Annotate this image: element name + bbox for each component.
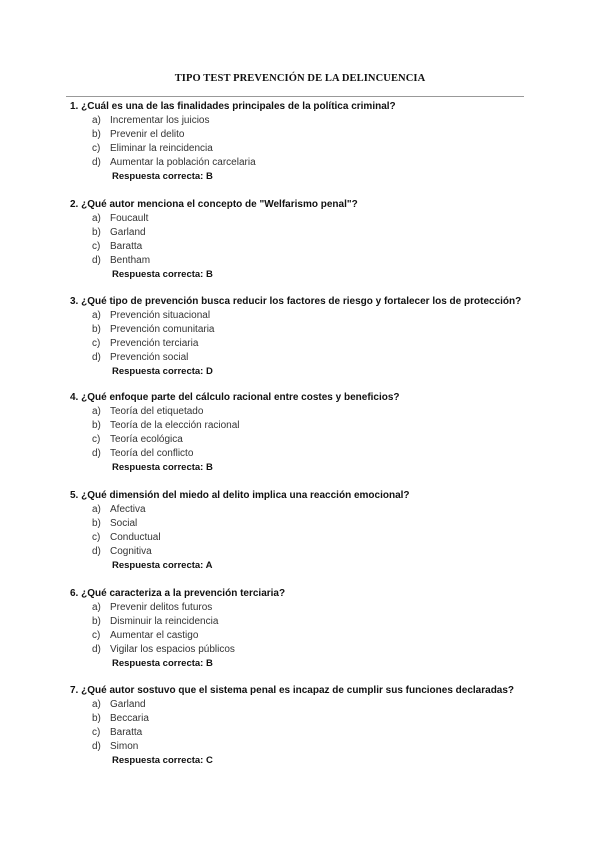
answer-option (70, 545, 540, 559)
question-6 (70, 587, 540, 671)
answer-option (70, 712, 540, 726)
option-letter: d) (92, 644, 101, 655)
option-letter: b) (92, 324, 101, 335)
question-7 (70, 684, 540, 768)
answer-option (70, 142, 540, 156)
option-text: Prevención comunitaria (110, 324, 215, 335)
option-letter: c) (92, 532, 101, 543)
question-text: 1. ¿Cuál es una de las finalidades principales de la política criminal? (70, 101, 396, 112)
option-text: Teoría del conflicto (110, 448, 194, 459)
option-text: Afectiva (110, 504, 146, 515)
option-text: Aumentar el castigo (110, 630, 199, 641)
option-letter: a) (92, 602, 101, 613)
option-text: Prevención terciaria (110, 338, 199, 349)
option-text: Simon (110, 741, 139, 752)
option-letter: c) (92, 241, 101, 252)
option-letter: d) (92, 546, 101, 557)
option-text: Eliminar la reincidencia (110, 143, 213, 154)
question-5 (70, 489, 540, 573)
correct-answer: Respuesta correcta: B (112, 658, 213, 669)
option-text: Cognitiva (110, 546, 152, 557)
option-letter: c) (92, 727, 101, 738)
answer-option (70, 517, 540, 531)
option-letter: b) (92, 713, 101, 724)
option-text: Vigilar los espacios públicos (110, 644, 235, 655)
option-text: Bentham (110, 255, 151, 266)
option-letter: a) (92, 310, 101, 321)
option-letter: b) (92, 420, 101, 431)
option-letter: d) (92, 352, 101, 363)
option-text: Conductual (110, 532, 161, 543)
option-text: Garland (110, 227, 146, 238)
option-letter: c) (92, 630, 101, 641)
option-letter: c) (92, 338, 101, 349)
answer-option (70, 433, 540, 447)
option-text: Teoría del etiquetado (110, 406, 204, 417)
question-3 (70, 295, 540, 379)
answer-option (70, 240, 540, 254)
option-text: Aumentar la población carcelaria (110, 157, 256, 168)
option-letter: c) (92, 143, 101, 154)
option-letter: c) (92, 434, 101, 445)
question-text: 7. ¿Qué autor sostuvo que el sistema penal es incapaz de cumplir sus funciones declaradas? (70, 685, 515, 696)
option-text: Teoría de la elección racional (110, 420, 240, 431)
option-letter: b) (92, 227, 101, 238)
answer-option (70, 254, 540, 268)
option-letter: a) (92, 213, 101, 224)
option-text: Prevención situacional (110, 310, 211, 321)
question-text: 4. ¿Qué enfoque parte del cálculo racional entre costes y beneficios? (70, 392, 400, 403)
question-4 (70, 391, 540, 475)
option-text: Prevenir el delito (110, 129, 185, 140)
answer-option (70, 643, 540, 657)
answer-option (70, 503, 540, 517)
correct-answer: Respuesta correcta: B (112, 462, 213, 473)
option-text: Social (110, 518, 138, 529)
option-letter: a) (92, 406, 101, 417)
option-letter: d) (92, 157, 101, 168)
answer-option (70, 128, 540, 142)
answer-option (70, 212, 540, 226)
answer-option (70, 629, 540, 643)
answer-option (70, 740, 540, 754)
option-text: Foucault (110, 213, 149, 224)
option-text: Teoría ecológica (110, 434, 183, 445)
answer-option (70, 531, 540, 545)
answer-option (70, 351, 540, 365)
answer-option (70, 323, 540, 337)
question-1 (70, 100, 540, 184)
option-letter: a) (92, 115, 101, 126)
answer-option (70, 114, 540, 128)
answer-option (70, 156, 540, 170)
option-text: Disminuir la reincidencia (110, 616, 219, 627)
option-letter: b) (92, 129, 101, 140)
option-letter: d) (92, 255, 101, 266)
option-text: Baratta (110, 727, 143, 738)
option-letter: d) (92, 448, 101, 459)
option-text: Prevención social (110, 352, 189, 363)
correct-answer: Respuesta correcta: D (112, 366, 213, 377)
option-letter: a) (92, 699, 101, 710)
option-letter: b) (92, 616, 101, 627)
document-title: TIPO TEST PREVENCIÓN DE LA DELINCUENCIA (174, 73, 426, 84)
answer-option (70, 601, 540, 615)
option-text: Incrementar los juicios (110, 115, 210, 126)
question-2 (70, 198, 540, 282)
option-letter: b) (92, 518, 101, 529)
option-text: Baratta (110, 241, 143, 252)
question-text: 5. ¿Qué dimensión del miedo al delito implica una reacción emocional? (70, 490, 410, 501)
option-text: Prevenir delitos futuros (110, 602, 213, 613)
question-text: 6. ¿Qué caracteriza a la prevención terciaria? (70, 588, 286, 599)
option-text: Garland (110, 699, 146, 710)
answer-option (70, 726, 540, 740)
correct-answer: Respuesta correcta: B (112, 269, 213, 280)
answer-option (70, 226, 540, 240)
title-divider (66, 96, 524, 97)
question-text: 2. ¿Qué autor menciona el concepto de "Welfarismo penal"? (70, 199, 358, 210)
answer-option (70, 405, 540, 419)
correct-answer: Respuesta correcta: C (112, 755, 213, 766)
correct-answer: Respuesta correcta: B (112, 171, 213, 182)
option-text: Beccaria (110, 713, 149, 724)
answer-option (70, 698, 540, 712)
answer-option (70, 419, 540, 433)
answer-option (70, 447, 540, 461)
answer-option (70, 337, 540, 351)
answer-option (70, 615, 540, 629)
question-text: 3. ¿Qué tipo de prevención busca reducir los factores de riesgo y fortalecer los de protección? (70, 296, 522, 307)
correct-answer: Respuesta correcta: A (112, 560, 213, 571)
option-letter: a) (92, 504, 101, 515)
answer-option (70, 309, 540, 323)
option-letter: d) (92, 741, 101, 752)
